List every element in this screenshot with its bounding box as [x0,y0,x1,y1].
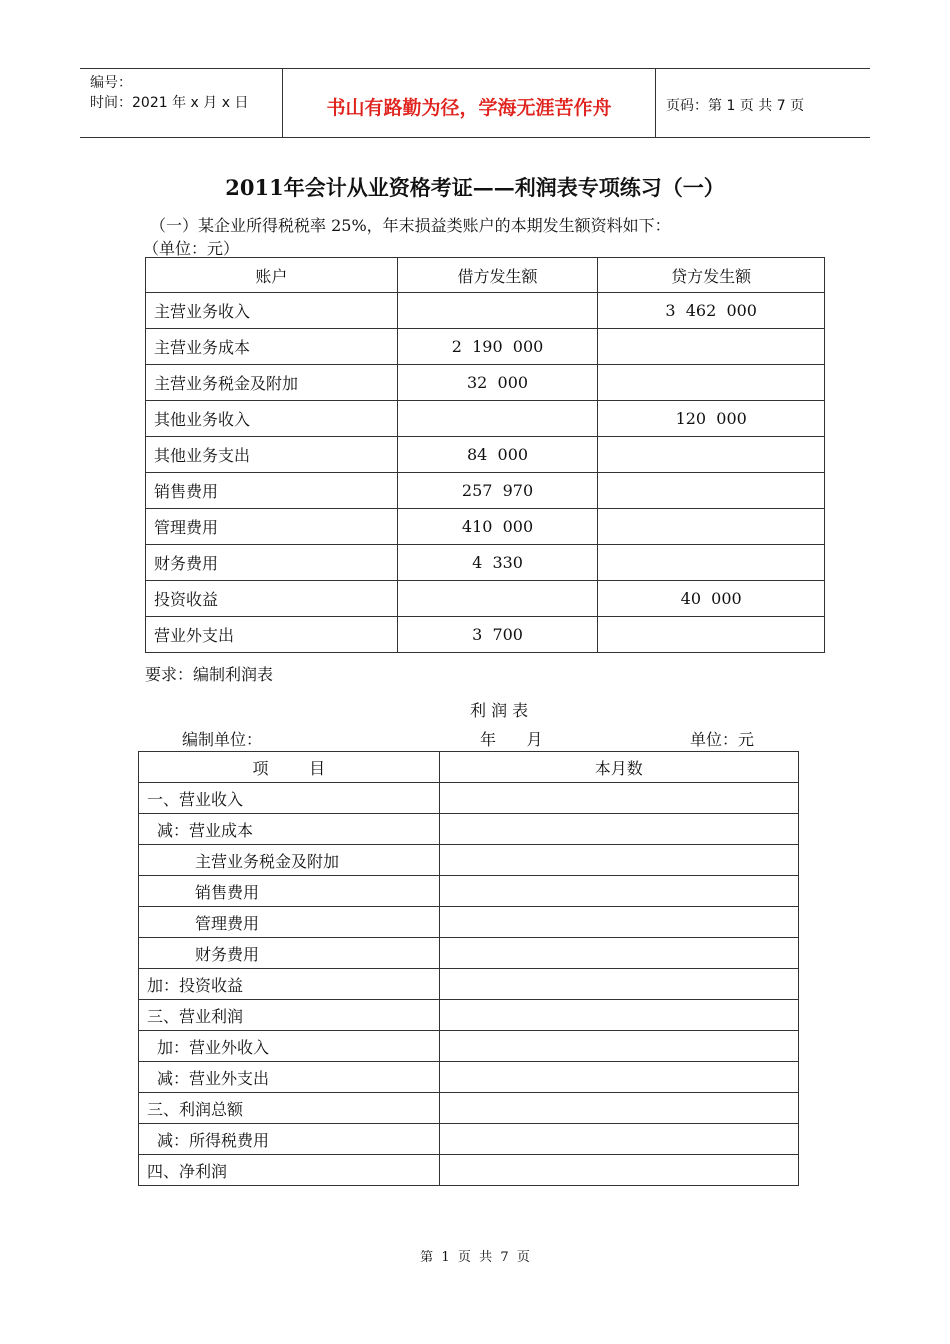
statement-item-label: 主营业务税金及附加 [139,845,440,876]
statement-item-label: 减：所得税费用 [139,1124,440,1155]
statement-value-cell [439,938,798,969]
statement-value-cell [439,876,798,907]
debit-amount-cell: 84 000 [397,437,598,473]
statement-row [139,1000,799,1031]
intro-text: （一）某企业所得税税率 25%，年末损益类账户的本期发生额资料如下： [150,216,671,235]
header-meta-cell [80,69,283,137]
column-header: 账户 [146,258,398,293]
credit-amount-cell [598,473,825,509]
header-page-cell [656,69,870,137]
table-row [146,401,825,437]
credit-amount-cell [598,365,825,401]
statement-item-label: 减：营业外支出 [139,1062,440,1093]
credit-amount-cell [598,617,825,653]
credit-amount-cell [598,509,825,545]
debit-amount-cell: 257 970 [397,473,598,509]
statement-value-cell [439,1031,798,1062]
page-footer: 第 1 页 共 7 页 [420,1250,530,1265]
credit-amount-cell [598,329,825,365]
statement-item-label: 一、营业收入 [139,783,440,814]
statement-value-cell [439,1000,798,1031]
statement-value-cell [439,907,798,938]
account-name-cell: 财务费用 [146,545,398,581]
debit-amount-cell: 4 330 [397,545,598,581]
statement-row [139,783,799,814]
account-name-cell: 主营业务收入 [146,293,398,329]
table-row [146,545,825,581]
statement-row [139,1062,799,1093]
table-row [146,365,825,401]
statement-item-label: 加：投资收益 [139,969,440,1000]
credit-amount-cell: 3 462 000 [598,293,825,329]
account-name-cell: 主营业务税金及附加 [146,365,398,401]
debit-amount-cell: 410 000 [397,509,598,545]
period-label: 年 月 [480,730,543,749]
statement-value-cell [439,845,798,876]
statement-title: 利 润 表 [470,701,529,720]
debit-amount-cell: 3 700 [397,617,598,653]
statement-value-cell [439,1093,798,1124]
account-balance-table [145,257,825,653]
statement-item-label: 加：营业外收入 [139,1031,440,1062]
table-header-row [146,258,825,293]
debit-amount-cell: 2 190 000 [397,329,598,365]
statement-row [139,907,799,938]
account-name-cell: 管理费用 [146,509,398,545]
statement-item-label: 销售费用 [139,876,440,907]
table-header-row [139,752,799,783]
column-header: 本月数 [439,752,798,783]
statement-item-label: 三、利润总额 [139,1093,440,1124]
table-row [146,437,825,473]
unit-label: 单位：元 [690,730,755,749]
debit-amount-cell [397,293,598,329]
column-header: 借方发生额 [397,258,598,293]
account-name-cell: 投资收益 [146,581,398,617]
table-row [146,617,825,653]
statement-row [139,1093,799,1124]
statement-row [139,876,799,907]
account-name-cell: 其他业务收入 [146,401,398,437]
time-label: 时间：2021 年 x 月 x 日 [90,95,249,111]
prepared-by-label: 编制单位： [182,730,263,749]
number-label: 编号： [90,75,132,91]
credit-amount-cell: 40 000 [598,581,825,617]
account-name-cell: 营业外支出 [146,617,398,653]
statement-row [139,845,799,876]
requirement-text: 要求：编制利润表 [145,665,274,684]
statement-item-label: 三、营业利润 [139,1000,440,1031]
credit-amount-cell: 120 000 [598,401,825,437]
statement-row [139,938,799,969]
statement-row [139,1124,799,1155]
statement-item-label: 减：营业成本 [139,814,440,845]
statement-item-label: 管理费用 [139,907,440,938]
document-title: 2011年会计从业资格考证——利润表专项练习（一） [225,175,725,200]
statement-value-cell [439,1062,798,1093]
statement-row [139,1155,799,1186]
header-motto-cell [283,69,656,137]
statement-value-cell [439,1124,798,1155]
statement-value-cell [439,814,798,845]
statement-item-label: 财务费用 [139,938,440,969]
account-name-cell: 销售费用 [146,473,398,509]
table-row [146,473,825,509]
debit-amount-cell: 32 000 [397,365,598,401]
page-header [80,68,870,138]
income-statement-table [138,751,799,1186]
account-name-cell: 主营业务成本 [146,329,398,365]
statement-row [139,969,799,1000]
unit-note: （单位：元） [143,239,240,258]
statement-value-cell [439,969,798,1000]
statement-value-cell [439,1155,798,1186]
table-row [146,293,825,329]
credit-amount-cell [598,437,825,473]
statement-item-label: 四、净利润 [139,1155,440,1186]
statement-row [139,1031,799,1062]
table-row [146,329,825,365]
credit-amount-cell [598,545,825,581]
debit-amount-cell [397,581,598,617]
column-header: 项 目 [139,752,440,783]
statement-value-cell [439,783,798,814]
table-row [146,581,825,617]
column-header: 贷方发生额 [598,258,825,293]
page-label: 页码：第 1 页 共 7 页 [666,98,805,114]
account-name-cell: 其他业务支出 [146,437,398,473]
statement-row [139,814,799,845]
debit-amount-cell [397,401,598,437]
motto-text: 书山有路勤为径，学海无涯苦作舟 [326,97,612,119]
table-row [146,509,825,545]
